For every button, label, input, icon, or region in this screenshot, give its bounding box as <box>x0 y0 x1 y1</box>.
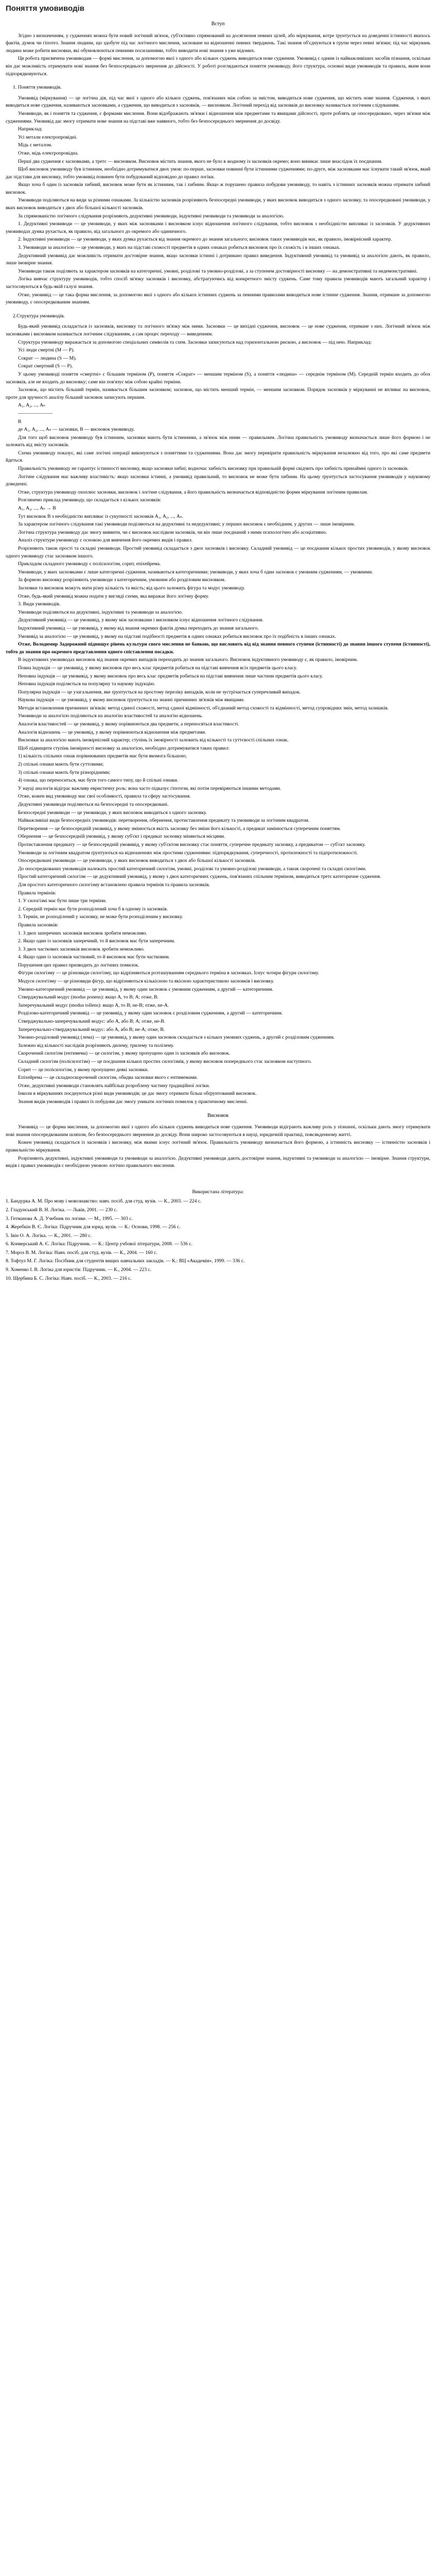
section-title: 1. Поняття умовиводів. <box>13 84 62 91</box>
section-heading: Вступ <box>211 21 225 27</box>
paragraph: 1. З двох заперечних засновків висновок зробити неможливо. <box>18 930 147 936</box>
paragraph: Аналіз структури умовиводу є основою для вивчення його окремих видів і правил. <box>18 537 193 544</box>
paragraph: Епіхейрема — це складноскорочений силогізм, обидва засновки якого є ентимемами. <box>18 1075 198 1081</box>
paragraph: Схема умовиводу показує, які саме логічні операції виконуються з поняттями та судженнями. Вона дає змогу перевірити правильність міркування незалежно від того, про які саме предмети йдеться. <box>6 450 430 464</box>
paragraph: Умовивід за аналогією — це умовивід, у якому на підставі подібності предметів в одних ознаках робиться висновок про їх подібність в інших ознаках. <box>18 633 336 639</box>
paragraph: Сорит — це полісилогізм, у якому пропущено деякі засновки. <box>18 1066 149 1073</box>
paragraph: Аналогія відношень — це умовивід, у якому порівнюються відношення між предметами. <box>18 729 206 735</box>
paragraph: Розрізняють також прості та складні умовиводи. Простий умовивід складається з двох засновків і висновку. Складний умовивід — це поєднання кількох простих умовиводів, у якому висновок одного умовиводу стає засновком іншого. <box>6 546 430 559</box>
paragraph: Стверджувально-заперечувальний модус: або А, або В; А; отже, не-В. <box>18 1019 166 1025</box>
paragraph: 3. Термін, не розподілений у засновку, не може бути розподіленим у висновку. <box>18 914 183 920</box>
paragraph: Тут висновок В з необхідністю випливає із сукупності засновків А₁, А₂, ..., Аₙ. <box>18 513 183 519</box>
document-body <box>6 21 430 1170</box>
reference-item: 6. Конверський А. Є. Логіка: Підручник. — К.: Центр учбової літератури, 2008. — 536 с. <box>6 1241 193 1247</box>
paragraph: де А₁, А₂, ..., Аₙ — засновки, В — висновок умовиводу. <box>18 427 135 433</box>
paragraph: Щоб висновок умовиводу був істинним, необхідно дотримуватися двох умов: по-перше, засновки повинні бути істинними судженнями; по-друге, між засновками має існувати такий зв'язок, який дає підстави для висновку, тобто умовивід повинен бути побудований відповідно до правил логіки. <box>6 166 430 180</box>
paragraph: 4) ознака, що переноситься, має бути того самого типу, що й спільні ознаки. <box>18 777 179 784</box>
reference-item: 3. Гетманова А. Д. Учебник по логике. — М., 1995. — 303 с. <box>6 1215 133 1222</box>
paragraph: Методи встановлення причинних зв'язків: метод єдиної схожості, метод єдиної відмінності, об'єднаний метод схожості та відмінності, метод супровідних змін, метод залишків. <box>18 705 389 711</box>
document-title: Поняття умовиводів <box>6 4 84 13</box>
paragraph: Знання видів умовиводів і правил їх побудови дає змогу уникати логічних помилок у практичному мисленні. <box>18 1098 248 1105</box>
paragraph: Для простого категоричного силогізму встановлено правила термінів та правила засновків. <box>18 882 210 888</box>
paragraph: Дедуктивні умовиводи поділяються на безпосередні та опосередковані. <box>18 802 169 807</box>
section-heading: Висновок <box>207 1112 229 1118</box>
paragraph: Найважливіші види безпосередніх умовиводів: перетворення, обернення, протиставлення предикату та умовиводи за логічним квадратом. <box>18 818 310 824</box>
paragraph: Неповна індукція поділяється на популярну та наукову індукцію. <box>18 681 155 687</box>
paragraph: До опосередкованих умовиводів належать простий категоричний силогізм, умовні, розділові та умовно-розділові умовиводи, а також скорочені та складні силогізми. <box>18 866 367 872</box>
paragraph: Логічна структура умовиводу дає змогу виявити, чи є висновок наслідком засновків, чи він лише поєднаний з ними психологічно або асоціативно. <box>18 529 327 535</box>
paragraph: Умовиводи за логічним квадратом ґрунтуються на відношеннях між простими судженнями: підпорядкування, суперечності, протилежності та підпротилежності. <box>18 850 358 856</box>
paragraph: 2) спільні ознаки мають бути суттєвими; <box>18 761 104 768</box>
paragraph: Отже, структура умовиводу охоплює засновки, висновок і логічне слідування, а його правильність визначається відповідністю форми міркування логічним правилам. <box>18 489 368 495</box>
paragraph: Розглянемо приклад умовиводу, що складається з кількох засновків: <box>18 497 162 503</box>
paragraph: В <box>18 418 22 425</box>
paragraph: 4. Якщо один із засновків частковий, то й висновок має бути частковим. <box>18 954 170 960</box>
paragraph: Розрізняють дедуктивні, індуктивні умовиводи та умовиводи за аналогією. Дедуктивні умовиводи дають достовірне знання, індуктивні та умовиводи за аналогією — імовірне. Знання структури, видів і правил умовиводів є необхідною умовою логічно правильного мислення. <box>6 1155 430 1169</box>
paragraph: Умовно-розділовий умовивід (лема) — це умовивід, у якому один засновок складається з кількох умовних суджень, а другий є розділовим судженням. <box>18 1035 335 1041</box>
paragraph: Сократ смертний (S — Р). <box>18 363 73 369</box>
paragraph: Перетворення — це безпосередній умовивід, у якому змінюється якість засновку без зміни його кількості, а предикат замінюється суперечним поняттям. <box>18 825 341 832</box>
paragraph: Фігури силогізму — це різновиди силогізму, що відрізняються розташуванням середнього терміна в засновках. Існує чотири фігури силогізму. <box>18 970 319 976</box>
paragraph: Засновок, що містить більший термін, називається більшим засновком; засновок, що містить менший термін, — меншим засновком. Порядок засновків у міркуванні не впливає на висновок, проте для зручності аналізу більший засновок записують першим. <box>6 387 430 400</box>
paragraph: Сократ — людина (S — М). <box>18 355 77 361</box>
paragraph: Інколи в міркуваннях поєднуються різні види умовиводів; це дає змогу отримати більш обґрунтований висновок. <box>18 1091 257 1097</box>
paragraph: Аналогія властивостей — це умовивід, у якому порівнюються два предмети, а переносяться властивості. <box>18 721 239 727</box>
paragraph: Розділово-категоричний умовивід — це умовивід, у якому один засновок є розділовим судженням, а другий — категоричним. <box>18 1010 283 1016</box>
paragraph: Кожен умовивід складається із засновків і висновку, між якими існує логічний зв'язок. Правильність умовиводу визначається його формою, а істинність висновку — істинністю засновків і правильністю міркування. <box>6 1140 430 1153</box>
references-heading: Використана література: <box>192 1189 244 1195</box>
paragraph: Правила засновків: <box>18 922 59 928</box>
reference-item: 2. Гладунський В. Н. Логіка. — Львів, 2001. — 230 с. <box>6 1207 118 1213</box>
paragraph: Правильність умовиводу не гарантує істинності висновку, якщо засновки хибні; водночас хибність висновку при правильній формі свідчить про хибність принаймні одного із засновків. <box>18 466 409 472</box>
paragraph: Умовиводи також поділяють за характером засновків на категоричні, умовні, розділові та умовно-розділові, а за ступенем достовірності висновку — на демонстративні та недемонстративні. <box>18 268 418 274</box>
paragraph: 2. Індуктивні умовиводи — це умовиводи, у яких думка рухається від знання окремого до знання загального; висновок таких умовиводів має, як правило, імовірнісний характер. <box>18 236 392 243</box>
paragraph: 2. Якщо один із засновків заперечний, то й висновок має бути заперечним. <box>18 938 175 944</box>
paragraph: Наприклад: <box>18 126 43 132</box>
paragraph: Логіка вивчає структуру умовиводів, тобто спосіб зв'язку засновків і висновку, абстрагуючись від конкретного змісту суджень. Саме тому правила умовиводів мають загальний характер і застосовуються в будь-якій галузі знання. <box>6 276 430 290</box>
paragraph: Неповна індукція — це умовивід, у якому висновок про весь клас предметів робиться на підставі вивчення лише частини предметів цього класу. <box>18 673 323 679</box>
paragraph: Якщо хоча б один із засновків хибний, висновок може бути як істинним, так і хибним. Якщо ж порушено правила побудови умовиводу, то навіть з істинних засновків можна отримати хибний висновок. <box>6 182 430 195</box>
paragraph: Повна індукція — це умовивід, у якому висновок про весь клас предметів робиться на підставі вивчення всіх предметів цього класу. <box>18 665 298 671</box>
paragraph: За спрямованістю логічного слідування розрізняють дедуктивні умовиводи, індуктивні умовиводи та умовиводи за аналогією. <box>18 213 285 219</box>
paragraph: Усі люди смертні (М — Р). <box>18 347 75 353</box>
paragraph: Логічне слідування має важливу властивість: якщо засновки істинні, а умовивід правильний, то висновок не може бути хибним. На цьому ґрунтується застосування умовиводів у науковому доведенні. <box>6 473 430 487</box>
reference-item: 10. Щербина Б. С. Логіка: Навч. посіб. — К., 2003. — 216 с. <box>6 1275 132 1281</box>
reference-item: 1. Бандурка А. М. Про мову і мовознавство: навч. посіб. для студ. вузів. — К., 2003. — 224 с. <box>6 1198 202 1205</box>
paragraph: Отже, дедуктивні умовиводи становлять найбільш розроблену частину традиційної логіки. <box>18 1082 210 1089</box>
paragraph: Умовиводи за аналогією поділяються на аналогію властивостей та аналогію відношень. <box>18 713 203 719</box>
paragraph: 3. Умовиводи за аналогією — це умовиводи, у яких на підставі схожості предметів в одних ознаках робиться висновок про їх схожість і в інших ознаках. <box>18 245 341 251</box>
paragraph: Структура умовиводу виражається за допомогою спеціальних символів та схем. Засновки записуються над горизонтальною рискою, а висновок — під нею. Наприклад: <box>18 339 372 345</box>
paragraph: Дедуктивний умовивід дає можливість отримати достовірне знання, якщо засновки істинні і дотримано правил виведення. Індуктивний умовивід та умовивід за аналогією дають, як правило, лише імовірне знання. <box>6 252 430 266</box>
paragraph: ——————— <box>18 410 53 416</box>
paragraph: Складний силогізм (полісилогізм) — це поєднання кількох простих силогізмів, у якому висновок попереднього стає засновком наступного. <box>18 1059 312 1064</box>
paragraph: Умовивід (міркування) — це логічна дія, під час якої з одного або кількох суджень, пов'язаних між собою за змістом, виводиться нове судження, що містить нове знання. Судження, з яких виводиться нове судження, називаються засновками, а судження, що виводиться з засновків, — висновком. Логічний перехід від засновків до висновку називається логічним слідуванням. <box>6 95 430 109</box>
paragraph: Щоб підвищити ступінь імовірності висновку за аналогією, необхідно дотримуватися таких правил: <box>18 745 230 751</box>
paragraph: 3. З двох часткових засновків висновок зробити неможливо. <box>18 946 145 952</box>
paragraph: Правила термінів: <box>18 890 56 896</box>
reference-item: 9. Хоменко І. В. Логіка для юристів: Підручник. — К., 2004. — 223 с. <box>6 1267 152 1273</box>
paragraph: Для того щоб висновок умовиводу був істинним, засновки мають бути істинними, а зв'язок між ними — правильним. Логічна правильність умовиводу визначається лише його формою і не залежить від змісту засновків. <box>6 434 430 448</box>
paragraph: Індуктивний умовивід — це умовивід, у якому від знання окремих фактів думка переходить до знання загального. <box>18 625 259 631</box>
paragraph: Усі метали електропровідні. <box>18 134 78 140</box>
paragraph: У цьому умовиводі поняття «смертні» є більшим терміном (Р), поняття «Сократ» — меншим терміном (S), а поняття «людина» — середнім терміном (М). Середній термін входить до обох засновків, але не входить до висновку; саме він пов'язує між собою крайні терміни. <box>6 371 430 385</box>
paragraph: За формою висновку розрізняють умовиводи з категоричним, умовним або розділовим висновком. <box>18 577 226 583</box>
paragraph: Наукова індукція — це умовивід, у якому висновок ґрунтується на знанні причинних зв'язків між явищами. <box>18 697 245 703</box>
paragraph: Умовиводи, у яких засновками є лише категоричні судження, називаються категоричними; умовиводи, у яких хоча б один засновок є умовним судженням, — умовними. <box>18 569 373 575</box>
paragraph: А₁, А₂, ..., Аₙ → В <box>18 505 56 512</box>
paragraph: Отже, кожен вид умовиводу має свої особливості, правила та сферу застосування. <box>18 793 191 800</box>
paragraph: Простий категоричний силогізм — це дедуктивний умовивід, у якому з двох категоричних суджень, пов'язаних спільним терміном, виводиться третє категоричне судження. <box>18 874 381 880</box>
paragraph: Ця робота присвячена умовиводам — формі мислення, за допомогою якої з одного або кількох суджень виводиться нове судження. Умовивід є одним із найважливіших засобів пізнання, оскільки він дає можливість отримувати нові знання без безпосереднього звернення до дійсності. У роботі розглядаються поняття умовиводу, його структура, основні види умовиводів та правила, яким вони підпорядковуються. <box>6 56 430 77</box>
paragraph: Згідно з визначенням, у судженнях можна бути новий логічний зв'язок, суб'єктивно спрямований на досягнення певних цілей, або міркування, котре ґрунтується на доведенні істинності якихось фактів, думок чи гіпотез. Знання людини, що здобуте під час логічного мислення, засноване на відношенні певних тверджень. Такі знання об'єднуються в групи через певні зв'язки; під час міркувань людина може робити висновки, які обумовлюються певними посиланнями, тобто виводити нові знання з уже відомих. <box>6 32 430 54</box>
paragraph: Умовиводи, як і поняття та судження, є формами мислення. Вони відображають зв'язки і відношення між предметами та явищами дійсності, проте роблять це опосередковано, через зв'язки між судженнями. Умовивід дає змогу отримати нове знання на підставі вже наявного, тобто без безпосереднього звернення до досвіду. <box>6 110 430 124</box>
paragraph: Залежно від кількості наслідків розрізняють дилему, трилему та полілему. <box>18 1042 175 1048</box>
paragraph: Прикладом складного умовиводу є полісилогізм, сорит, епіхейрема. <box>18 561 161 567</box>
paragraph: За характером логічного слідування такі умовиводи поділяються на дедуктивні та недедуктивні; у перших висновок є необхідним, у других — лише імовірним. <box>18 521 355 528</box>
reference-item: 8. Тофтул М. Г. Логіка: Посібник для студентів вищих навчальних закладів. — К.: ВЦ «Академія», 1999. — 336 с. <box>6 1258 245 1264</box>
paragraph: 2. Середній термін має бути розподілений хоча б в одному із засновків. <box>18 906 168 912</box>
paragraph: 3) спільні ознаки мають бути різнорідними; <box>18 769 110 775</box>
paragraph: Мідь є металом. <box>18 142 53 148</box>
paragraph: Умовиводи поділяються на дедуктивні, індуктивні та умовиводи за аналогією. <box>18 609 183 615</box>
paragraph: 1. Дедуктивні умовиводи — це умовиводи, у яких між засновками і висновком існує відношення логічного слідування, тобто висновок з необхідністю випливає із засновків. У дедуктивних умовиводах думка рухається, як правило, від загального до окремого або одиничного. <box>6 221 430 234</box>
paragraph: 1) кількість спільних ознак порівнюваних предметів має бути якомога більшою; <box>18 753 187 759</box>
references-list <box>6 1198 430 1282</box>
paragraph: Заперечувально-стверджувальний модус: або А, або В; не-А; отже, В. <box>18 1026 165 1032</box>
paragraph: Умовно-категоричний умовивід — це умовивід, у якому один засновок є умовним судженням, а другий — категоричним. <box>18 986 273 992</box>
paragraph: Умовиводи поділяються на види за різними ознаками. За кількістю засновків розрізняють безпосередні умовиводи, у яких висновок виводиться з одного засновку, та опосередковані умовиводи, у яких висновок виводиться з двох або більшої кількості засновків. <box>6 197 430 211</box>
paragraph: Засновки та висновок можуть мати різну кількість та якість; від цього залежить фігура та модус умовиводу. <box>18 585 245 591</box>
paragraph: Обернення — це безпосередній умовивід, у якому суб'єкт і предикат засновку міняються місцями. <box>18 834 225 840</box>
paragraph: Порушення цих правил призводить до логічних помилок. <box>18 962 139 968</box>
paragraph: А₁, А₂, ..., Аₙ <box>18 402 45 409</box>
paragraph: Висновки за аналогією мають імовірнісний характер; ступінь їх імовірності залежить від кількості та суттєвості спільних ознак. <box>18 737 289 743</box>
paragraph: У науці аналогія відіграє важливу евристичну роль: вона часто підказує гіпотези, які потім перевіряються іншими методами. <box>18 785 281 791</box>
reference-item: 7. Мороз В. М. Логіка: Навч. посіб. для студ. вузів. — К., 2004. — 160 с. <box>6 1249 158 1256</box>
paragraph: Протиставлення предикату — це безпосередній умовивід, у якому суб'єктом висновку стає поняття, суперечне предикату засновку, а предикатом — суб'єкт засновку. <box>18 841 366 848</box>
paragraph: Дедуктивний умовивід — це умовивід, у якому між засновками і висновком існує відношення логічного слідування. <box>18 617 264 623</box>
paragraph: Умовивід — це форма мислення, за допомогою якої з одного або кількох суджень виводиться нове судження. Умовиводи відіграють важливу роль у пізнанні, оскільки дають змогу отримувати нові знання опосередкованим шляхом, без безпосереднього звернення до досвіду. Вони широко застосовуються в науці, юридичній практиці, повсякденному житті. <box>6 1124 430 1138</box>
paragraph: Стверджувальний модус (modus ponens): якщо А, то В; А; отже, В. <box>18 994 159 1001</box>
paragraph: Отже, умовивід — це така форма мислення, за допомогою якої з одного або кількох істинних суджень за певними правилами виводиться нове істинне судження. Знання, отримане за допомогою умовиводу, є опосередкованим знанням. <box>6 292 430 306</box>
paragraph: Безпосередні умовиводи — це умовиводи, у яких висновок виводиться з одного засновку. <box>18 809 207 816</box>
bold-paragraph: Отже, Володимир Задорожний підвищує рівень культури свого мислення не банкою, що висловить від від знання певного ступеня (істинності) до знання іншого ступеня (істинності), тобто до знання про окремого представлення одного спіставлення посадки. <box>6 641 430 655</box>
paragraph: Заперечувальний модус (modus tollens): якщо А, то В; не-В; отже, не-А. <box>18 1002 169 1008</box>
paragraph: Будь-який умовивід складається із засновків, висновку та логічного зв'язку між ними. Засновки — це вихідні судження, висновок — це нове судження, отримане з них. Логічний зв'язок між засновками і висновком називається логічним слідуванням, а сам процес переходу — виведенням. <box>6 324 430 337</box>
paragraph: Отже, мідь електропровідна. <box>18 150 79 156</box>
paragraph: Скорочений силогізм (ентимема) — це силогізм, у якому пропущено один із засновків або висновок. <box>18 1050 231 1057</box>
paragraph: Отже, будь-який умовивід можна подати у вигляді схеми, яка виражає його логічну форму. <box>18 593 209 599</box>
paragraph: Опосередковані умовиводи — це умовиводи, у яких висновок виводиться з двох або більшої кількості засновків. <box>18 858 256 864</box>
paragraph: В індуктивних умовиводах висновок від знання окремих випадків переходить до знання загального. Висновок індуктивного умовиводу є, як правило, імовірним. <box>18 657 358 663</box>
paragraph: Перші два судження є засновками, а третє — висновком. Висновок містить знання, якого не було в жодному із засновків окремо; воно виникає лише внаслідок їх поєднання. <box>18 158 382 164</box>
reference-item: 4. Жеребкін В. Є. Логіка: Підручник для юрид. вузів. — К.: Основи, 1998. — 256 с. <box>6 1224 181 1230</box>
reference-item: 5. Івін О. А. Логіка. — К., 2001. — 280 с. <box>6 1232 92 1239</box>
paragraph: Модуси силогізму — це різновиди фігур, що відрізняються кількісною та якісною характеристикою засновків і висновку. <box>18 978 274 985</box>
paragraph: Популярна індукція — це узагальнення, яке ґрунтується на простому переліку випадків, коли не зустрічається суперечливий випадок. <box>18 689 301 695</box>
section-title: 2.Структура умовиводів. <box>13 313 65 319</box>
paragraph: 3. Види умовиводів. <box>18 601 61 607</box>
paragraph: 1. У силогізмі має бути лише три терміни. <box>18 898 107 904</box>
